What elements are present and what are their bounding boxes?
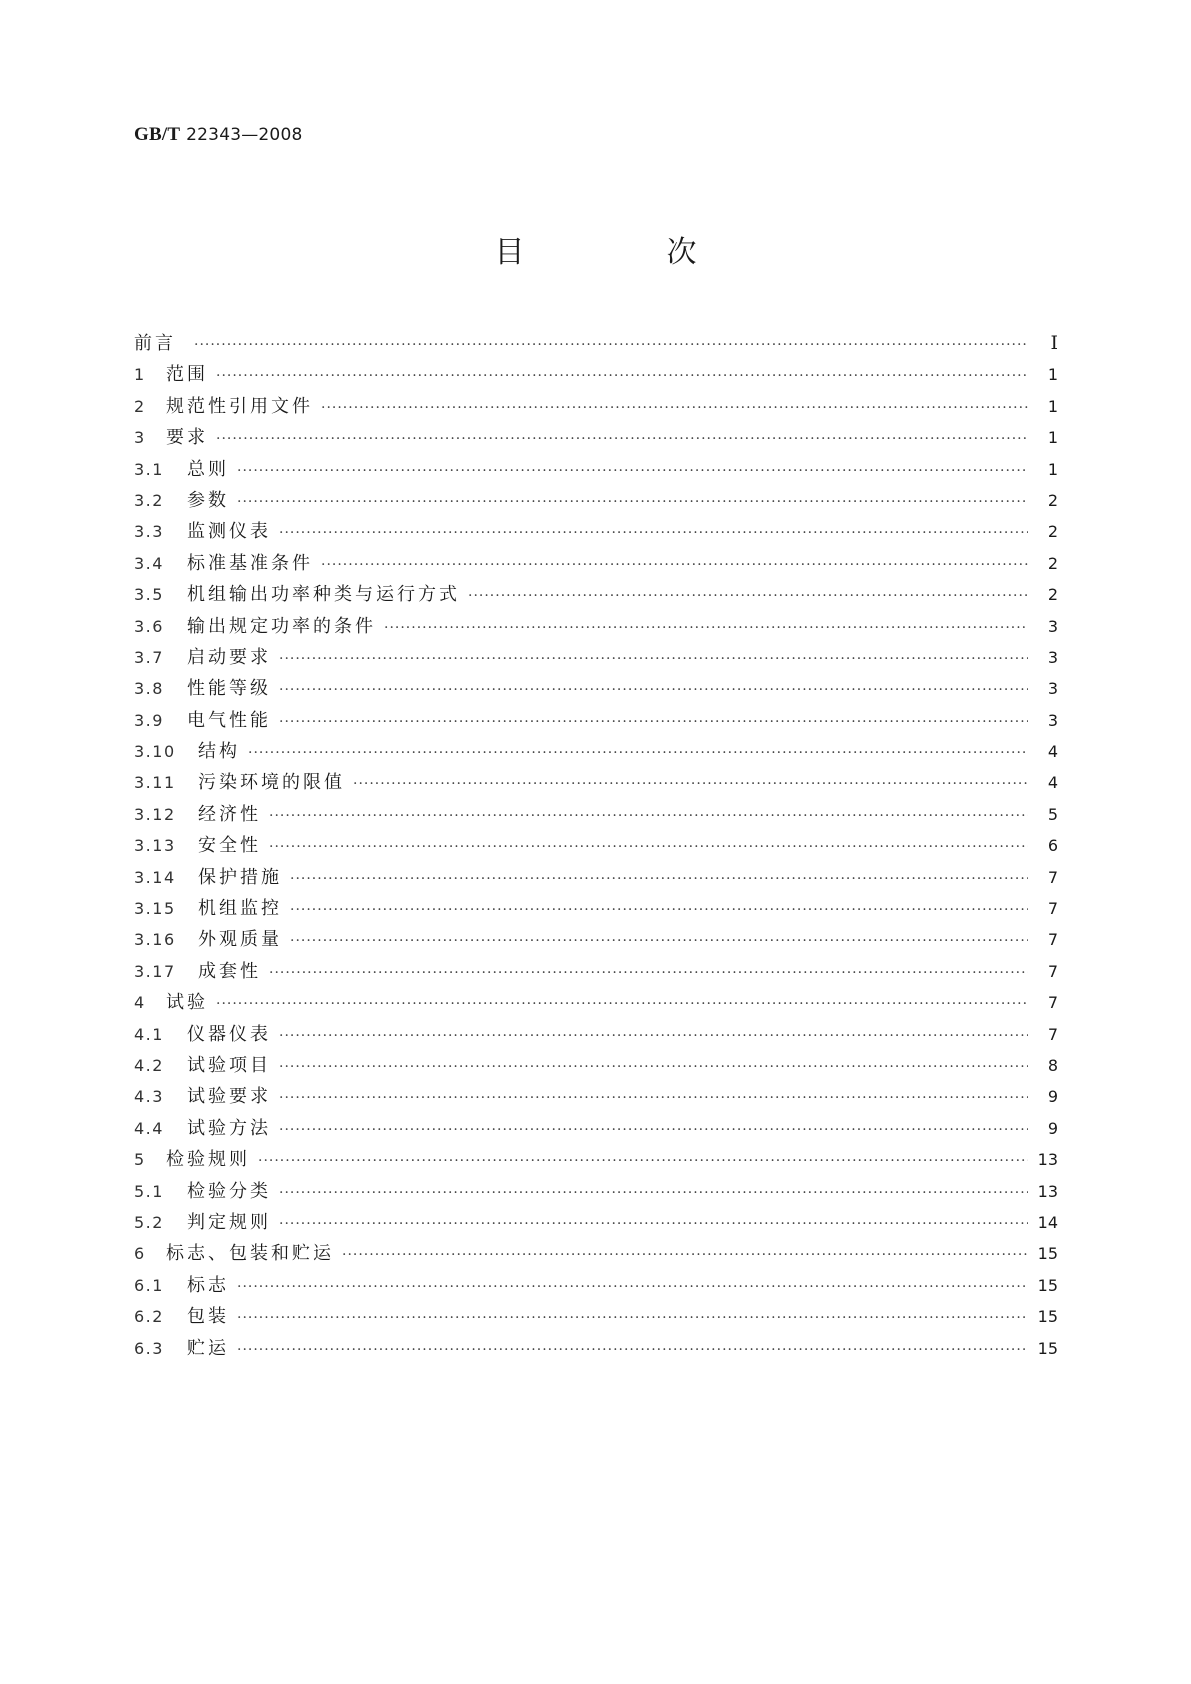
toc-dot-leader [279, 1178, 1028, 1209]
toc-entry-number: 3 [134, 428, 146, 448]
toc-entry-number: 5.2 [134, 1212, 164, 1232]
toc-dot-leader [237, 487, 1028, 518]
toc-dot-leader [216, 361, 1028, 392]
toc-entry[interactable] [134, 830, 1058, 861]
toc-entry[interactable] [134, 359, 1058, 390]
toc-dot-leader [194, 330, 1028, 361]
toc-entry-title: 电气性能 [187, 709, 271, 731]
toc-entry-number: 6 [134, 1244, 146, 1264]
toc-entry-number: 3.8 [134, 679, 164, 699]
toc-entry-number: 6.1 [134, 1275, 164, 1295]
toc-entry-number: 3.16 [134, 930, 176, 950]
toc-entry[interactable] [134, 673, 1058, 704]
toc-entry[interactable] [134, 1176, 1058, 1207]
toc-entry[interactable] [134, 1050, 1058, 1081]
toc-entry[interactable] [134, 956, 1058, 987]
toc-entry-title: 前言 [134, 333, 176, 354]
toc-entry-number: 3.9 [134, 710, 164, 730]
toc-dot-leader [290, 895, 1028, 926]
toc-entry-number: 3.17 [134, 961, 176, 981]
toc-entry[interactable] [134, 1144, 1058, 1175]
toc-entry-page: 14 [1037, 1212, 1058, 1232]
toc-entry-page: 7 [1047, 930, 1058, 950]
toc-entry-page: 15 [1037, 1307, 1058, 1327]
toc-dot-leader [279, 518, 1028, 549]
toc-dot-leader [353, 769, 1028, 800]
toc-entry-title: 试验 [166, 992, 208, 1014]
toc-entry-number: 5.1 [134, 1181, 164, 1201]
toc-dot-leader [248, 738, 1028, 769]
toc-dot-leader [237, 1335, 1028, 1366]
toc-entry[interactable] [134, 579, 1058, 610]
toc-entry[interactable] [134, 391, 1058, 422]
toc-entry-number: 3.11 [134, 773, 176, 793]
standard-code [134, 124, 302, 146]
toc-entry-title: 贮运 [187, 1337, 229, 1359]
toc-entry-page: 13 [1037, 1181, 1058, 1201]
toc-entry-number: 6.2 [134, 1307, 164, 1327]
toc-entry-title: 范围 [166, 364, 208, 386]
toc-entry[interactable] [134, 893, 1058, 924]
toc-dot-leader [279, 675, 1028, 706]
toc-entry[interactable] [134, 1207, 1058, 1238]
toc-entry-title: 试验方法 [187, 1117, 271, 1139]
toc-entry-title: 检验分类 [187, 1180, 271, 1202]
toc-entry[interactable] [134, 548, 1058, 579]
toc-entry-title: 参数 [187, 489, 229, 511]
toc-entry[interactable] [134, 1019, 1058, 1050]
toc-entry-number: 3.5 [134, 585, 164, 605]
toc-entry-title: 输出规定功率的条件 [187, 615, 376, 637]
toc-entry-number: 3.2 [134, 490, 164, 510]
toc-dot-leader [321, 550, 1028, 581]
toc-entry-number: 3.13 [134, 836, 176, 856]
toc-dot-leader [279, 1083, 1028, 1114]
toc-entry-page: 4 [1047, 742, 1058, 762]
toc-entry-page: 3 [1047, 647, 1058, 667]
toc-dot-leader [269, 801, 1028, 832]
toc-entry[interactable] [134, 516, 1058, 547]
toc-entry-page: 13 [1037, 1150, 1058, 1170]
toc-dot-leader [237, 456, 1028, 487]
toc-dot-leader [279, 707, 1028, 738]
toc-entry[interactable] [134, 485, 1058, 516]
toc-entry[interactable] [134, 1301, 1058, 1332]
toc-entry-page: 1 [1047, 365, 1058, 385]
toc-entry-title: 机组输出功率种类与运行方式 [187, 584, 460, 606]
toc-entry-page: 5 [1047, 804, 1058, 824]
toc-entry[interactable] [134, 642, 1058, 673]
toc-entry-page: 3 [1047, 616, 1058, 636]
toc-heading: 目 次 [494, 235, 753, 270]
toc-entry-page: 7 [1047, 867, 1058, 887]
toc-dot-leader [258, 1146, 1028, 1177]
toc-entry-title: 标志、包装和贮运 [166, 1243, 334, 1265]
toc-entry-title: 污染环境的限值 [198, 772, 345, 794]
toc-entry[interactable] [134, 767, 1058, 798]
toc-entry-number: 3.7 [134, 647, 164, 667]
toc-entry-number: 4.1 [134, 1024, 164, 1044]
toc-entry-page: 9 [1047, 1087, 1058, 1107]
toc-entry-number: 3.12 [134, 804, 176, 824]
toc-dot-leader [468, 581, 1028, 612]
toc-entry-page: 2 [1047, 553, 1058, 573]
toc-entry-page: 2 [1047, 585, 1058, 605]
toc-entry-page: Ⅰ [1050, 332, 1058, 354]
toc-dot-leader [290, 926, 1028, 957]
toc-entry[interactable] [134, 611, 1058, 642]
toc-entry-title: 标准基准条件 [187, 552, 313, 574]
toc-entry-page: 3 [1047, 710, 1058, 730]
toc-entry-page: 7 [1047, 993, 1058, 1013]
toc-entry-page: 2 [1047, 490, 1058, 510]
toc-entry-title: 仪器仪表 [187, 1023, 271, 1045]
toc-entry-page: 8 [1047, 1055, 1058, 1075]
toc-entry-title: 试验项目 [187, 1054, 271, 1076]
toc-entry-page: 6 [1047, 836, 1058, 856]
toc-entry[interactable] [134, 1113, 1058, 1144]
toc-dot-leader [216, 424, 1028, 455]
toc-entry-number: 3.1 [134, 459, 164, 479]
toc-entry-page: 7 [1047, 961, 1058, 981]
toc-entry-page: 4 [1047, 773, 1058, 793]
toc-entry-page: 2 [1047, 522, 1058, 542]
toc-dot-leader [279, 1052, 1028, 1083]
toc-dot-leader [269, 958, 1028, 989]
toc-entry-number: 3.4 [134, 553, 164, 573]
toc-dot-leader [237, 1272, 1028, 1303]
toc-entry-title: 规范性引用文件 [166, 395, 313, 417]
toc-entry-title: 安全性 [198, 835, 261, 857]
toc-entry-number: 3.14 [134, 867, 176, 887]
toc-entry[interactable] [134, 1238, 1058, 1269]
toc-entry-number: 5 [134, 1150, 146, 1170]
toc-entry-title: 监测仪表 [187, 521, 271, 543]
toc-entry-title: 结构 [198, 741, 240, 763]
toc-entry-number: 6.3 [134, 1338, 164, 1358]
toc-entry-title: 性能等级 [187, 678, 271, 700]
toc-entry-title: 试验要求 [187, 1086, 271, 1108]
toc-entry-title: 标志 [187, 1274, 229, 1296]
toc-entry[interactable] [134, 924, 1058, 955]
toc-entry-title: 启动要求 [187, 646, 271, 668]
toc-entry-page: 3 [1047, 679, 1058, 699]
toc-entry-title: 总则 [187, 458, 229, 480]
toc-entry-page: 7 [1047, 899, 1058, 919]
toc-entry[interactable] [134, 422, 1058, 453]
toc-entry[interactable] [134, 799, 1058, 830]
toc-entry-page: 9 [1047, 1118, 1058, 1138]
toc-dot-leader [279, 1021, 1028, 1052]
toc-dot-leader [279, 644, 1028, 675]
toc-entry-number: 3.3 [134, 522, 164, 542]
toc-entry[interactable] [134, 736, 1058, 767]
toc-entry-title: 成套性 [198, 960, 261, 982]
toc-entry-page: 15 [1037, 1275, 1058, 1295]
toc-entry[interactable] [134, 454, 1058, 485]
toc-entry-title: 保护措施 [198, 866, 282, 888]
toc-entry-title: 包装 [187, 1306, 229, 1328]
toc-entry-page: 1 [1047, 428, 1058, 448]
toc-entry-number: 3.15 [134, 899, 176, 919]
toc-dot-leader [384, 613, 1028, 644]
toc-dot-leader [342, 1240, 1028, 1271]
toc-entry-number: 4.3 [134, 1087, 164, 1107]
toc-dot-leader [216, 989, 1028, 1020]
toc-entry[interactable] [134, 328, 1058, 359]
toc-entry[interactable] [134, 1333, 1058, 1364]
toc-entry-page: 15 [1037, 1338, 1058, 1358]
toc-entry-number: 4 [134, 993, 146, 1013]
standard-prefix: GB/T [134, 124, 181, 145]
toc-entry-title: 外观质量 [198, 929, 282, 951]
toc-entry-number: 2 [134, 396, 146, 416]
toc-entry-number: 3.6 [134, 616, 164, 636]
toc-entry[interactable] [134, 1270, 1058, 1301]
toc-entry-number: 3.10 [134, 742, 176, 762]
toc-entry-number: 1 [134, 365, 146, 385]
table-of-contents [134, 328, 1058, 1364]
toc-entry[interactable] [134, 862, 1058, 893]
toc-entry-number: 4.2 [134, 1055, 164, 1075]
toc-dot-leader [279, 1115, 1028, 1146]
toc-dot-leader [290, 864, 1028, 895]
toc-dot-leader [279, 1209, 1028, 1240]
toc-entry-title: 要求 [166, 427, 208, 449]
toc-entry-page: 15 [1037, 1244, 1058, 1264]
toc-dot-leader [321, 393, 1028, 424]
toc-entry-page: 1 [1047, 459, 1058, 479]
toc-entry-number: 4.4 [134, 1118, 164, 1138]
toc-entry-title: 判定规则 [187, 1211, 271, 1233]
toc-entry-title: 机组监控 [198, 898, 282, 920]
toc-entry-title: 经济性 [198, 803, 261, 825]
toc-entry-title: 检验规则 [166, 1149, 250, 1171]
toc-entry-page: 1 [1047, 396, 1058, 416]
toc-entry[interactable] [134, 987, 1058, 1018]
toc-dot-leader [237, 1303, 1028, 1334]
toc-entry-page: 7 [1047, 1024, 1058, 1044]
toc-dot-leader [269, 832, 1028, 863]
toc-entry[interactable] [134, 705, 1058, 736]
toc-entry[interactable] [134, 1081, 1058, 1112]
standard-number: 22343—2008 [186, 125, 303, 145]
